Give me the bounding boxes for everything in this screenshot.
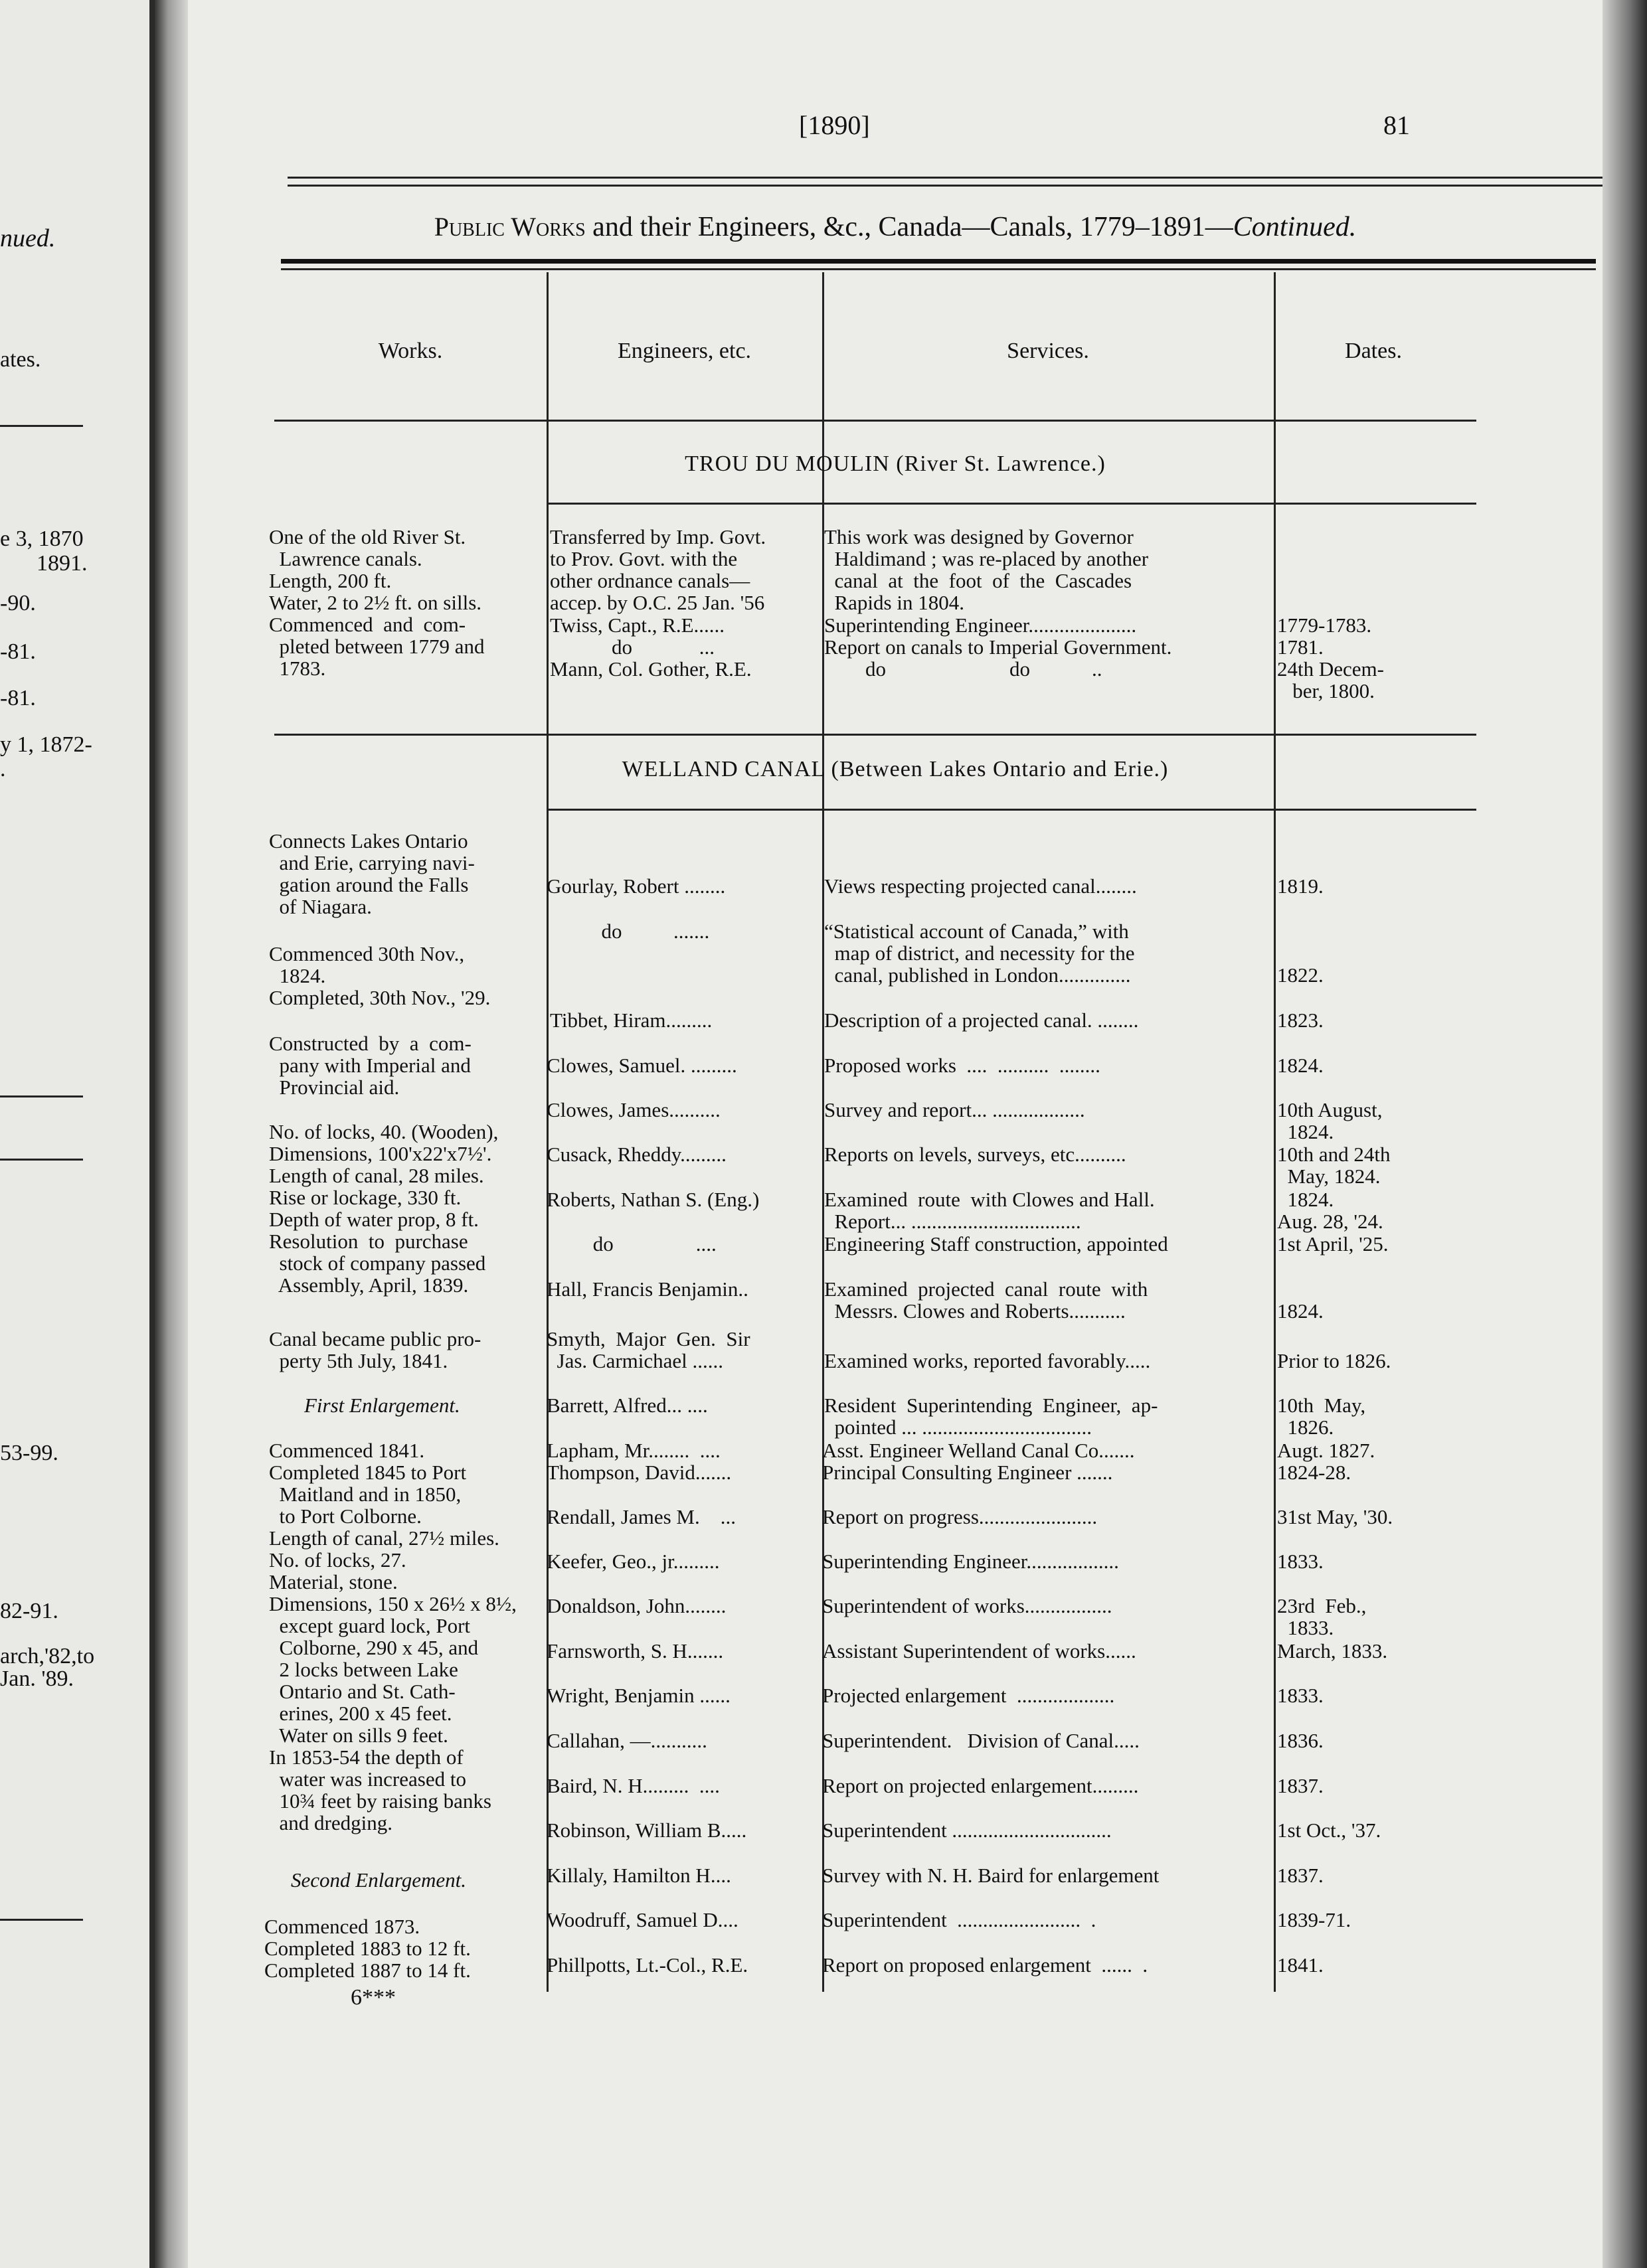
date-cell: 1822. — [1277, 963, 1324, 987]
service-cell: Engineering Staff construction, appointed — [824, 1232, 1168, 1256]
service-cell: Report on canals to Imperial Government. — [824, 635, 1172, 659]
engineer-cell: Killaly, Hamilton H.... — [547, 1864, 731, 1887]
date-cell: 10th and 24th May, 1824. — [1277, 1143, 1391, 1188]
left-fragment: -81. — [0, 639, 36, 664]
page-year: [1890] — [799, 110, 870, 140]
date-cell: 1st April, '25. — [1277, 1232, 1389, 1256]
engineer-cell: Gourlay, Robert ........ — [547, 874, 726, 898]
service-cell: Proposed works .... .......... ........ — [824, 1054, 1100, 1077]
engineer-cell: Smyth, Major Gen. Sir Jas. Carmichael ...... — [547, 1327, 750, 1372]
service-cell: Examined route with Clowes and Hall. Report... ................................. — [824, 1188, 1155, 1233]
service-cell: Assistant Superintendent of works...... — [822, 1639, 1136, 1662]
engineer-cell: Donaldson, John........ — [547, 1594, 727, 1617]
subheading-second-enlargement: Second Enlargement. — [291, 1868, 466, 1892]
service-cell: do do .. — [824, 657, 1102, 681]
left-fragment: Jan. '89. — [0, 1666, 74, 1691]
service-cell: Reports on levels, surveys, etc.......... — [824, 1143, 1126, 1166]
engineer-cell: do .... — [547, 1232, 717, 1256]
engineer-cell: Baird, N. H......... .... — [547, 1774, 720, 1797]
column-header-works: Works. — [378, 339, 443, 363]
date-cell: 1st Oct., '37. — [1277, 1819, 1381, 1842]
service-cell: Principal Consulting Engineer ....... — [822, 1461, 1113, 1484]
left-fragment: -90. — [0, 591, 36, 615]
service-cell: Report on progress....................... — [822, 1505, 1098, 1528]
engineer-cell: Woodruff, Samuel D.... — [547, 1908, 738, 1931]
engineer-cell: Tibbet, Hiram......... — [550, 1009, 713, 1032]
date-cell: 1781. — [1277, 635, 1324, 659]
engineer-cell: Cusack, Rheddy......... — [547, 1143, 727, 1166]
page-title — [188, 211, 1603, 243]
works-description: Connects Lakes Ontario and Erie, carrying navi- gation around the Falls of Niagara. — [269, 829, 475, 918]
works-description: Commenced 1841. Completed 1845 to Port Maitland and in 1850, to Port Colborne. Length of canal, 27½ miles. No. of locks, 27. Material, stone. Dimensions, 150 x 26½ x 8½, except guard lock, Port Colborne, 290 x 45, and 2 locks between Lake Ontario and St. Cath- erines, 200 x 45 feet. Water on sills 9 feet. In 1853-54 the depth of water was increased to 10¾ feet by raising banks and dredging. — [269, 1439, 517, 1834]
engineer-cell: Thompson, David....... — [547, 1461, 732, 1484]
date-cell: 1824. — [1277, 1054, 1324, 1077]
engineer-cell: Roberts, Nathan S. (Eng.) — [547, 1188, 760, 1211]
engineer-cell: Wright, Benjamin ...... — [547, 1684, 731, 1707]
engineer-cell: Callahan, —........... — [547, 1729, 707, 1752]
service-cell: Description of a projected canal. ........ — [824, 1009, 1139, 1032]
date-cell: 31st May, '30. — [1277, 1505, 1393, 1528]
left-fragment: 53-99. — [0, 1441, 58, 1465]
date-cell: 1836. — [1277, 1729, 1324, 1752]
left-facing-page — [0, 0, 155, 2268]
engineer-cell: do ... — [550, 635, 715, 659]
page-edge-shadow — [1603, 0, 1647, 2268]
engineer-cell: Hall, Francis Benjamin.. — [547, 1277, 748, 1301]
date-cell: 1823. — [1277, 1009, 1324, 1032]
section-title: TROU DU MOULIN (River St. Lawrence.) — [685, 451, 1106, 476]
works-description: No. of locks, 40. (Wooden), Dimensions, 100'x22'x7½'. Length of canal, 28 miles. Rise or lockage, 330 ft. Depth of water prop, 8 ft. Resolution to purchase stock of company passed Assembly, April, 1839. — [269, 1120, 499, 1297]
date-cell: Prior to 1826. — [1277, 1349, 1391, 1372]
service-cell: Superintending Engineer.................. — [822, 1550, 1119, 1573]
column-header-engineers: Engineers, etc. — [617, 339, 752, 363]
section-title: WELLAND CANAL (Between Lakes Ontario and Erie.) — [622, 757, 1169, 781]
engineer-cell: Robinson, William B..... — [547, 1819, 747, 1842]
date-cell: 1837. — [1277, 1864, 1324, 1887]
column-header-dates: Dates. — [1345, 339, 1402, 363]
column-header-services: Services. — [1007, 339, 1089, 363]
date-cell: 1819. — [1277, 874, 1324, 898]
service-cell: Superintendent ............................... — [822, 1819, 1112, 1842]
engineer-cell: Mann, Col. Gother, R.E. — [550, 657, 752, 681]
engineer-cell: Clowes, Samuel. ......... — [547, 1054, 737, 1077]
service-cell: Superintendent ........................ . — [822, 1908, 1096, 1931]
service-cell: Report on proposed enlargement ...... . — [822, 1953, 1148, 1977]
date-cell: 10th August, 1824. — [1277, 1098, 1383, 1143]
left-fragment: e 3, 1870 — [0, 526, 84, 551]
date-cell: 1841. — [1277, 1953, 1324, 1977]
engineer-cell: Rendall, James M. ... — [547, 1505, 736, 1528]
date-cell: 1839-71. — [1277, 1908, 1351, 1931]
works-description: Commenced 30th Nov., 1824. Completed, 30th Nov., '29. — [269, 942, 491, 1009]
engineer-cell: Farnsworth, S. H....... — [547, 1639, 724, 1662]
date-cell: 1824-28. — [1277, 1461, 1351, 1484]
service-cell: Survey with N. H. Baird for enlargement — [822, 1864, 1160, 1887]
service-cell: Superintending Engineer..................... — [824, 613, 1137, 637]
left-fragment: y 1, 1872- — [0, 732, 92, 757]
date-cell: March, 1833. — [1277, 1639, 1388, 1662]
title-continued: Continued. — [1233, 212, 1357, 242]
works-description: One of the old River St. Lawrence canals. Length, 200 ft. Water, 2 to 2½ ft. on sills. Commenced and com- pleted between 1779 and 1783. — [269, 525, 485, 680]
engineer-cell: Transferred by Imp. Govt. to Prov. Govt. with the other ordnance canals— accep. by O.C. 25 Jan. '56 — [550, 525, 766, 614]
date-cell: 1779-1783. — [1277, 613, 1372, 637]
subheading-first-enlargement: First Enlargement. — [304, 1394, 460, 1417]
date-cell: 24th Decem- ber, 1800. — [1277, 657, 1384, 702]
page-number: 81 — [1383, 110, 1410, 140]
left-fragment: -81. — [0, 686, 36, 710]
left-fragment: 1891. — [37, 551, 88, 576]
service-cell: This work was designed by Governor Haldimand ; was re-placed by another canal at the foot of the Cascades Rapids in 1804. — [824, 525, 1149, 614]
engineer-cell: Keefer, Geo., jr......... — [547, 1550, 720, 1573]
engineer-cell: Lapham, Mr........ .... — [547, 1439, 721, 1462]
works-description: Commenced 1873. Completed 1883 to 12 ft. Completed 1887 to 14 ft. — [264, 1915, 471, 1982]
left-fragment: ates. — [0, 347, 41, 372]
left-fragment: arch,'82,to — [0, 1644, 95, 1668]
left-fragment: 82-91. — [0, 1599, 58, 1623]
date-cell: 1837. — [1277, 1774, 1324, 1797]
works-description: Canal became public pro- perty 5th July, 1841. — [269, 1327, 481, 1372]
service-cell: Resident Superintending Engineer, ap- pointed ... ................................. — [824, 1394, 1158, 1439]
document-page — [188, 0, 1603, 2268]
date-cell: Augt. 1827. — [1277, 1439, 1375, 1462]
service-cell: Superintendent. Division of Canal..... — [822, 1729, 1140, 1752]
engineer-cell: do ....... — [550, 920, 710, 943]
date-cell: 1833. — [1277, 1550, 1324, 1573]
service-cell: Asst. Engineer Welland Canal Co....... — [822, 1439, 1135, 1462]
title-middle: and their Engineers, &c., Canada—Canals, 1779–1891— — [585, 212, 1233, 242]
service-cell: Views respecting projected canal........ — [824, 874, 1137, 898]
column-rule — [1274, 272, 1276, 1992]
title-prefix: Public Works — [434, 212, 586, 242]
date-cell: 1833. — [1277, 1684, 1324, 1707]
date-cell: 23rd Feb., 1833. — [1277, 1594, 1367, 1639]
service-cell: “Statistical account of Canada,” with map of district, and necessity for the canal, published in London.............. — [824, 920, 1135, 987]
date-cell: 1824. Aug. 28, '24. — [1277, 1188, 1383, 1233]
engineer-cell: Barrett, Alfred... .... — [547, 1394, 708, 1417]
signature-mark: 6*** — [351, 1985, 396, 2010]
service-cell: Report on projected enlargement......... — [822, 1774, 1139, 1797]
service-cell: Examined projected canal route with Messrs. Clowes and Roberts........... — [824, 1277, 1148, 1323]
engineer-cell: Twiss, Capt., R.E...... — [550, 613, 725, 637]
date-cell: 10th May, 1826. — [1277, 1394, 1366, 1439]
engineer-cell: Clowes, James.......... — [547, 1098, 721, 1121]
service-cell: Projected enlargement ................... — [822, 1684, 1115, 1707]
service-cell: Superintendent of works................. — [822, 1594, 1112, 1617]
left-fragment: nued. — [0, 224, 56, 252]
service-cell: Examined works, reported favorably..... — [824, 1349, 1151, 1372]
left-fragment: . — [0, 757, 6, 781]
works-description: Constructed by a com- pany with Imperial and Provincial aid. — [269, 1032, 472, 1099]
date-cell: 1824. — [1277, 1299, 1324, 1323]
binding-gutter — [155, 0, 188, 2268]
service-cell: Survey and report... .................. — [824, 1098, 1085, 1121]
engineer-cell: Phillpotts, Lt.-Col., R.E. — [547, 1953, 748, 1977]
